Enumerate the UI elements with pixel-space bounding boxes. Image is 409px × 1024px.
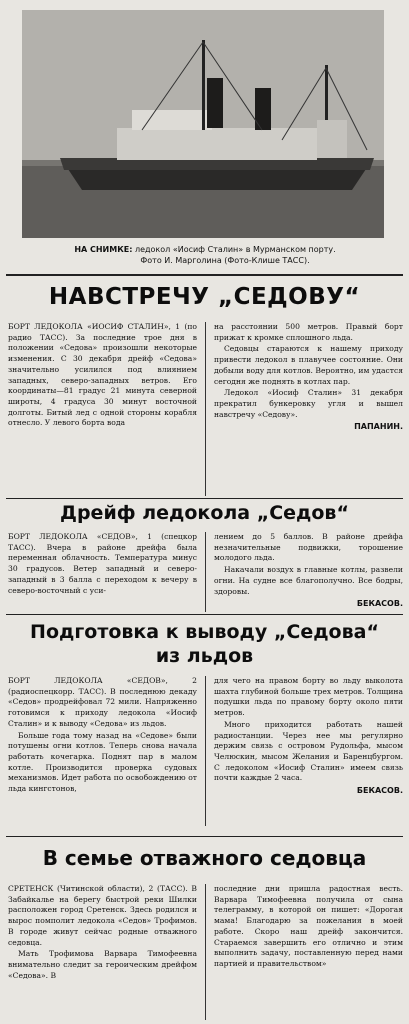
article3-paragraph: для чего на правом борту во льду выколота шахта глубиной больше трех метров. Толщина подушки льда по правому борту около пяти метров. [214, 676, 403, 718]
article1-paragraph: БОРТ ЛЕДОКОЛА «ИОСИФ СТАЛИН», 1 (по радио ТАСС). За последние трое дня в положении «Седова» произошли некоторые изменения. С 30 декабря дрейф «Седова» значительно усилился под влиянием западных, северо-западных ветров. Его координаты—81 градус 21 минута северной широты, 4 градуса 30 минут восточной долготы. Битый лед с одной стороны корабля отнесло. У левого борта вода [8, 322, 197, 428]
article2-paragraph: лением до 5 баллов. В районе дрейфа незначительные подвижки, торошение молодого льда. [214, 532, 403, 563]
article2-headline: Дрейф ледокола „Седов“ [60, 502, 349, 524]
article4-col2 [214, 884, 403, 1020]
article4-col1 [8, 884, 197, 1020]
article3-paragraph: БОРТ ЛЕДОКОЛА «СЕДОВ», 2 (радиоспецкорр. ТАСС). В последнюю декаду «Седов» продрейфовал 72 мили. Напряженно готовимся к приходу ледокола «Иосиф Сталин» и к выводу «Седова» из льдов. [8, 676, 197, 728]
article1-body [8, 322, 403, 496]
article4-headline: В семье отважного седовца [42, 846, 367, 870]
article1-paragraph: на расстоянии 500 метров. Правый борт прижат к кромке сплошного льда. [214, 322, 403, 342]
column-divider [205, 676, 206, 826]
photo-caption [30, 244, 380, 266]
article2-body [8, 532, 403, 612]
article1-paragraph: Седовцы стараются к нашему приходу привести ледокол в плавучее состояние. Они добыли воду для котлов. Вероятно, им удастся сегодня же поднять в котлах пар. [214, 344, 403, 386]
article2-paragraph: Накачали воздух в главные котлы, развели огни. На судне все благополучно. Все бодры, здоровы. [214, 565, 403, 596]
section-divider [6, 614, 403, 615]
article3-col2 [214, 676, 403, 826]
article3-signature: БЕКАСОВ. [356, 786, 403, 796]
article1-col2 [214, 322, 403, 496]
column-divider [205, 532, 206, 612]
column-divider [205, 884, 206, 1020]
article3-headline-line2: из льдов [155, 645, 254, 667]
article1-headline: НАВСТРЕЧУ „СЕДОВУ“ [48, 284, 361, 310]
article1-col1 [8, 322, 197, 496]
article2-col2 [214, 532, 403, 612]
article4-paragraph: СРЕТЕНСК (Читинской области), 2 (ТАСС). В Забайкалье на берегу быстрой реки Шилки расположен город Сретенск. Здесь родился и вырос помполит ледокола «Седов» Трофимов. В городе живут сейчас родные отважного седовца. [8, 884, 197, 947]
article2-signature: БЕКАСОВ. [356, 599, 403, 609]
caption-lead: НА СНИМКЕ: [74, 245, 133, 254]
caption-text: ледокол «Иосиф Сталин» в Мурманском порту. [134, 245, 336, 254]
section-divider [6, 498, 403, 499]
article1-signature: ПАПАНИН. [354, 422, 403, 432]
article3-paragraph: Много приходится работать нашей радиостанции. Через нее мы регулярно держим связь с островом Рудольфа, мысом Челюскин, мысом Желания и Баренцбургом. С ледоколом «Иосиф Сталин» имеем связь почти каждые 2 часа. [214, 719, 403, 783]
article3-headline-line1: Подготовка к выводу „Седова“ [30, 621, 379, 643]
article2-col1 [8, 532, 197, 612]
article3-col1 [8, 676, 197, 826]
icebreaker-photo [22, 10, 384, 238]
icebreaker-image [22, 10, 384, 238]
section-divider [6, 274, 403, 276]
caption-credit: Фото И. Марголина (Фото-Клише ТАСС). [140, 256, 310, 265]
article1-paragraph: Ледокол «Иосиф Сталин» 31 декабря прекратил бункеровку угля и вышел навстречу «Седову». [214, 388, 403, 419]
article3-body [8, 676, 403, 826]
article3-headline [6, 620, 403, 668]
article3-paragraph: Больше года тому назад на «Седове» были потушены огни котлов. Теперь снова начала работать кочегарка. Поднят пар в малом котле. Производится проверка судовых механизмов. Идет работа по освобождению от льда кингстонов, [8, 730, 197, 794]
article4-paragraph: Мать Трофимова Варвара Тимофеевна внимательно следит за героическим дрейфом «Седова». В [8, 949, 197, 980]
article4-body [8, 884, 403, 1020]
article2-paragraph: БОРТ ЛЕДОКОЛА «СЕДОВ», 1 (спецкор ТАСС). Вчера в районе дрейфа была переменная облачность. Температура минус 30 градусов. Ветер западный и северо-западный в 3 балла с переходом к вечеру в северо-восточный с уси- [8, 532, 197, 595]
column-divider [205, 322, 206, 496]
article4-paragraph: последние дни пришла радостная весть. Варвара Тимофеевна получила от сына телеграмму, в которой он пишет: «Дорогая мама! Благодарю за пожелания в моей работе. Скоро наш дрейф закончится. Стараемся завершить его отлично и этим выполнить задачу, поставленную перед нами партией и правительством» [214, 884, 403, 968]
section-divider [6, 836, 403, 837]
